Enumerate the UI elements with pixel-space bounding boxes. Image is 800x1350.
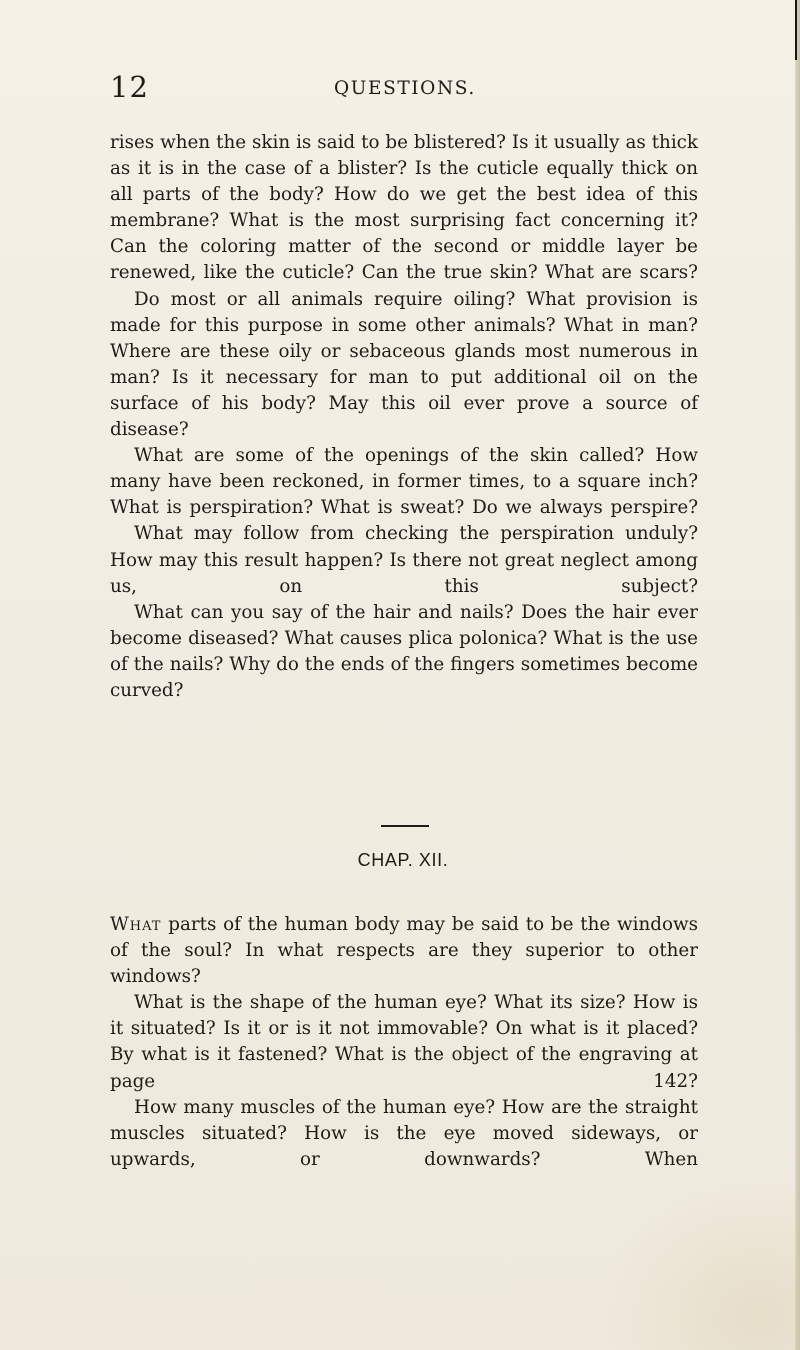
page-edge-mark bbox=[795, 0, 797, 60]
page-number: 12 bbox=[110, 70, 149, 104]
questions-section-2 bbox=[110, 912, 698, 1173]
opening-word: What bbox=[110, 914, 162, 935]
paragraph: What may follow from checking the perspiration unduly? How may this result happen? Is there not great neglect among us, on this subject? bbox=[110, 523, 698, 597]
paragraph-rest: parts of the human body may be said to be the windows of the soul? In what respects are they superior to other windows? bbox=[110, 914, 698, 988]
chapter-heading-text: CHAP. XII. bbox=[357, 850, 449, 870]
paragraph bbox=[110, 912, 698, 990]
paragraph: What is the shape of the human eye? What its size? How is it situated? Is it or is it not immovable? On what is it placed? By what is it fastened? What is the object of the engraving at page 142? bbox=[110, 992, 698, 1092]
running-head: QUESTIONS. bbox=[334, 78, 476, 99]
chapter-heading bbox=[0, 850, 800, 871]
questions-section-1 bbox=[110, 130, 698, 704]
paragraph: What can you say of the hair and nails? Does the hair ever become diseased? What causes plica polonica? What is the use of the nails? Why do the ends of the fingers sometimes become curved? bbox=[110, 601, 698, 701]
section-divider-rule bbox=[381, 825, 429, 827]
paragraph: What are some of the openings of the skin called? How many have been reckoned, in former times, to a square inch? What is perspiration? What is sweat? Do we always perspire? bbox=[110, 445, 698, 519]
page-header bbox=[0, 70, 800, 106]
paragraph: How many muscles of the human eye? How are the straight muscles situated? How is the eye moved sideways, or upwards, or downwards? When bbox=[110, 1096, 698, 1170]
page-edge bbox=[795, 0, 800, 1350]
paragraph: Do most or all animals require oiling? What provision is made for this purpose in some other animals? What in man? Where are these oily or sebaceous glands most numerous in man? Is it necessary for man to put additional oil on the surface of his body? May this oil ever prove a source of disease? bbox=[110, 288, 698, 441]
paper-stain bbox=[600, 1180, 800, 1350]
paragraph: rises when the skin is said to be blistered? Is it usually as thick as it is in the case of a blister? Is the cuticle equally thick on all parts of the body? How do we get the best idea of this membrane? What is the most surprising fact concerning it? Can the coloring matter of the second or middle layer be renewed, like the cuticle? Can the true skin? What are scars? bbox=[110, 132, 698, 284]
